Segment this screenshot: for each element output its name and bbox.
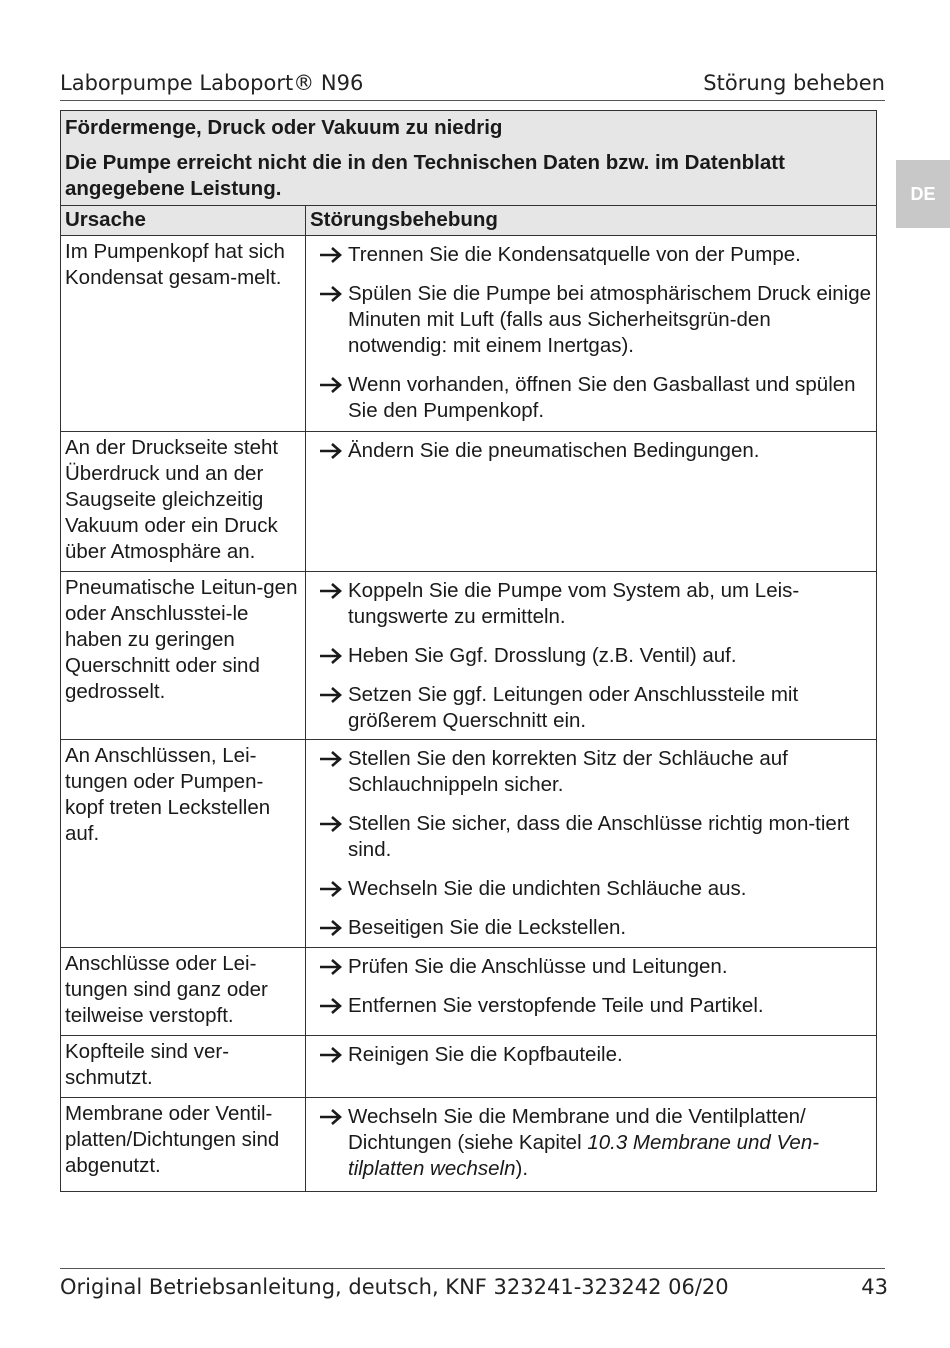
fix-cell xyxy=(306,236,877,432)
chapter-reference-title: Membrane und Ven-tilplatten wechseln xyxy=(348,1131,820,1180)
fix-step xyxy=(310,242,872,268)
arrow-right-icon xyxy=(319,246,343,264)
arrow-right-icon xyxy=(319,376,343,394)
table-row xyxy=(61,1098,877,1192)
table-row xyxy=(61,740,877,948)
table-subtitle: Die Pumpe erreicht nicht die in den Technischen Daten bzw. im Datenblatt angegebene Leistung. xyxy=(65,151,785,200)
fix-step xyxy=(310,643,872,669)
cause-cell: Membrane oder Ventil-platten/Dichtungen sind abgenutzt. xyxy=(61,1098,306,1192)
arrow-right-icon xyxy=(319,582,343,600)
arrow-right-icon xyxy=(319,880,343,898)
fix-cell xyxy=(306,1036,877,1098)
fix-cell xyxy=(306,572,877,740)
fix-step-text: Wenn vorhanden, öffnen Sie den Gasballast und spülen Sie den Pumpenkopf. xyxy=(348,373,856,422)
fix-step xyxy=(310,1042,872,1068)
fix-step-text: Reinigen Sie die Kopfbauteile. xyxy=(348,1043,623,1066)
cause-cell: Pneumatische Leitun-gen oder Anschlusstei-le haben zu geringen Querschnitt oder sind gedrosselt. xyxy=(61,572,306,740)
fix-cell xyxy=(306,740,877,948)
cause-cell: An Anschlüssen, Lei-tungen oder Pumpen-kopf treten Leckstellen auf. xyxy=(61,740,306,948)
fix-cell xyxy=(306,432,877,572)
table-row xyxy=(61,948,877,1036)
table-row xyxy=(61,1036,877,1098)
running-header-section: Störung beheben xyxy=(703,71,885,95)
fix-step xyxy=(310,682,872,734)
fix-step-text: Prüfen Sie die Anschlüsse und Leitungen. xyxy=(348,955,728,978)
cause-cell: Kopfteile sind ver-schmutzt. xyxy=(61,1036,306,1098)
table-row xyxy=(61,432,877,572)
running-header-title: Laborpumpe Laboport® N96 xyxy=(60,71,364,95)
column-header-fix: Störungsbehebung xyxy=(306,206,877,236)
fix-step xyxy=(310,438,872,464)
column-header-cause: Ursache xyxy=(61,206,306,236)
fix-step xyxy=(310,1104,872,1182)
fix-step-text: Wechseln Sie die Membrane und die Ventilplatten/ Dichtungen (siehe Kapitel xyxy=(348,1105,806,1154)
arrow-right-icon xyxy=(319,647,343,665)
language-tab: DE xyxy=(896,160,950,228)
fix-step xyxy=(310,954,872,980)
fix-step-text: Stellen Sie den korrekten Sitz der Schläuche auf Schlauchnippeln sicher. xyxy=(348,747,788,796)
header-divider xyxy=(60,100,885,101)
arrow-right-icon xyxy=(319,442,343,460)
arrow-right-icon xyxy=(319,919,343,937)
fix-step-text: Trennen Sie die Kondensatquelle von der Pumpe. xyxy=(348,243,801,266)
arrow-right-icon xyxy=(319,815,343,833)
arrow-right-icon xyxy=(319,958,343,976)
fix-step xyxy=(310,915,872,941)
fix-step-text-end: ). xyxy=(515,1157,529,1180)
arrow-right-icon xyxy=(319,285,343,303)
arrow-right-icon xyxy=(319,750,343,768)
fix-step xyxy=(310,372,872,424)
fix-step xyxy=(310,578,872,630)
fix-step xyxy=(310,746,872,798)
cause-cell: Im Pumpenkopf hat sich Kondensat gesam-melt. xyxy=(61,236,306,432)
footer-document-info: Original Betriebsanleitung, deutsch, KNF 323241-323242 06/20 xyxy=(60,1275,729,1299)
fix-step xyxy=(310,876,872,902)
fix-step-text: Stellen Sie sicher, dass die Anschlüsse richtig mon-tiert sind. xyxy=(348,812,850,861)
page-number: 43 xyxy=(861,1275,888,1299)
fix-step xyxy=(310,281,872,359)
table-row xyxy=(61,572,877,740)
cause-cell: Anschlüsse oder Lei-tungen sind ganz oder teilweise verstopft. xyxy=(61,948,306,1036)
cause-cell: An der Druckseite steht Überdruck und an der Saugseite gleichzeitig Vakuum oder ein Druck über Atmosphäre an. xyxy=(61,432,306,572)
arrow-right-icon xyxy=(319,686,343,704)
footer-divider xyxy=(60,1268,885,1269)
table-header xyxy=(61,111,877,206)
fix-step-text: Koppeln Sie die Pumpe vom System ab, um Leis-tungswerte zu ermitteln. xyxy=(348,579,800,628)
fix-step-text: Setzen Sie ggf. Leitungen oder Anschlussteile mit größerem Querschnitt ein. xyxy=(348,683,799,732)
fix-step-text: Spülen Sie die Pumpe bei atmosphärischem Druck einige Minuten mit Luft (falls aus Sicherheitsgrün-den notwendig: mit einem Inertgas). xyxy=(348,282,872,357)
table-title: Fördermenge, Druck oder Vakuum zu niedrig xyxy=(65,116,503,139)
fix-step-text: Entfernen Sie verstopfende Teile und Partikel. xyxy=(348,994,764,1017)
chapter-reference-number: 10.3 xyxy=(587,1131,628,1154)
fix-step-text: Ändern Sie die pneumatischen Bedingungen. xyxy=(348,439,760,462)
fix-cell xyxy=(306,948,877,1036)
fix-step xyxy=(310,811,872,863)
table-row xyxy=(61,236,877,432)
fix-step xyxy=(310,993,872,1019)
troubleshooting-table xyxy=(60,110,877,1192)
fix-step-text: Beseitigen Sie die Leckstellen. xyxy=(348,916,627,939)
fix-step-text: Wechseln Sie die undichten Schläuche aus. xyxy=(348,877,747,900)
arrow-right-icon xyxy=(319,1046,343,1064)
arrow-right-icon xyxy=(319,1108,343,1126)
arrow-right-icon xyxy=(319,997,343,1015)
fix-step-text: Heben Sie Ggf. Drosslung (z.B. Ventil) auf. xyxy=(348,644,737,667)
fix-cell xyxy=(306,1098,877,1192)
